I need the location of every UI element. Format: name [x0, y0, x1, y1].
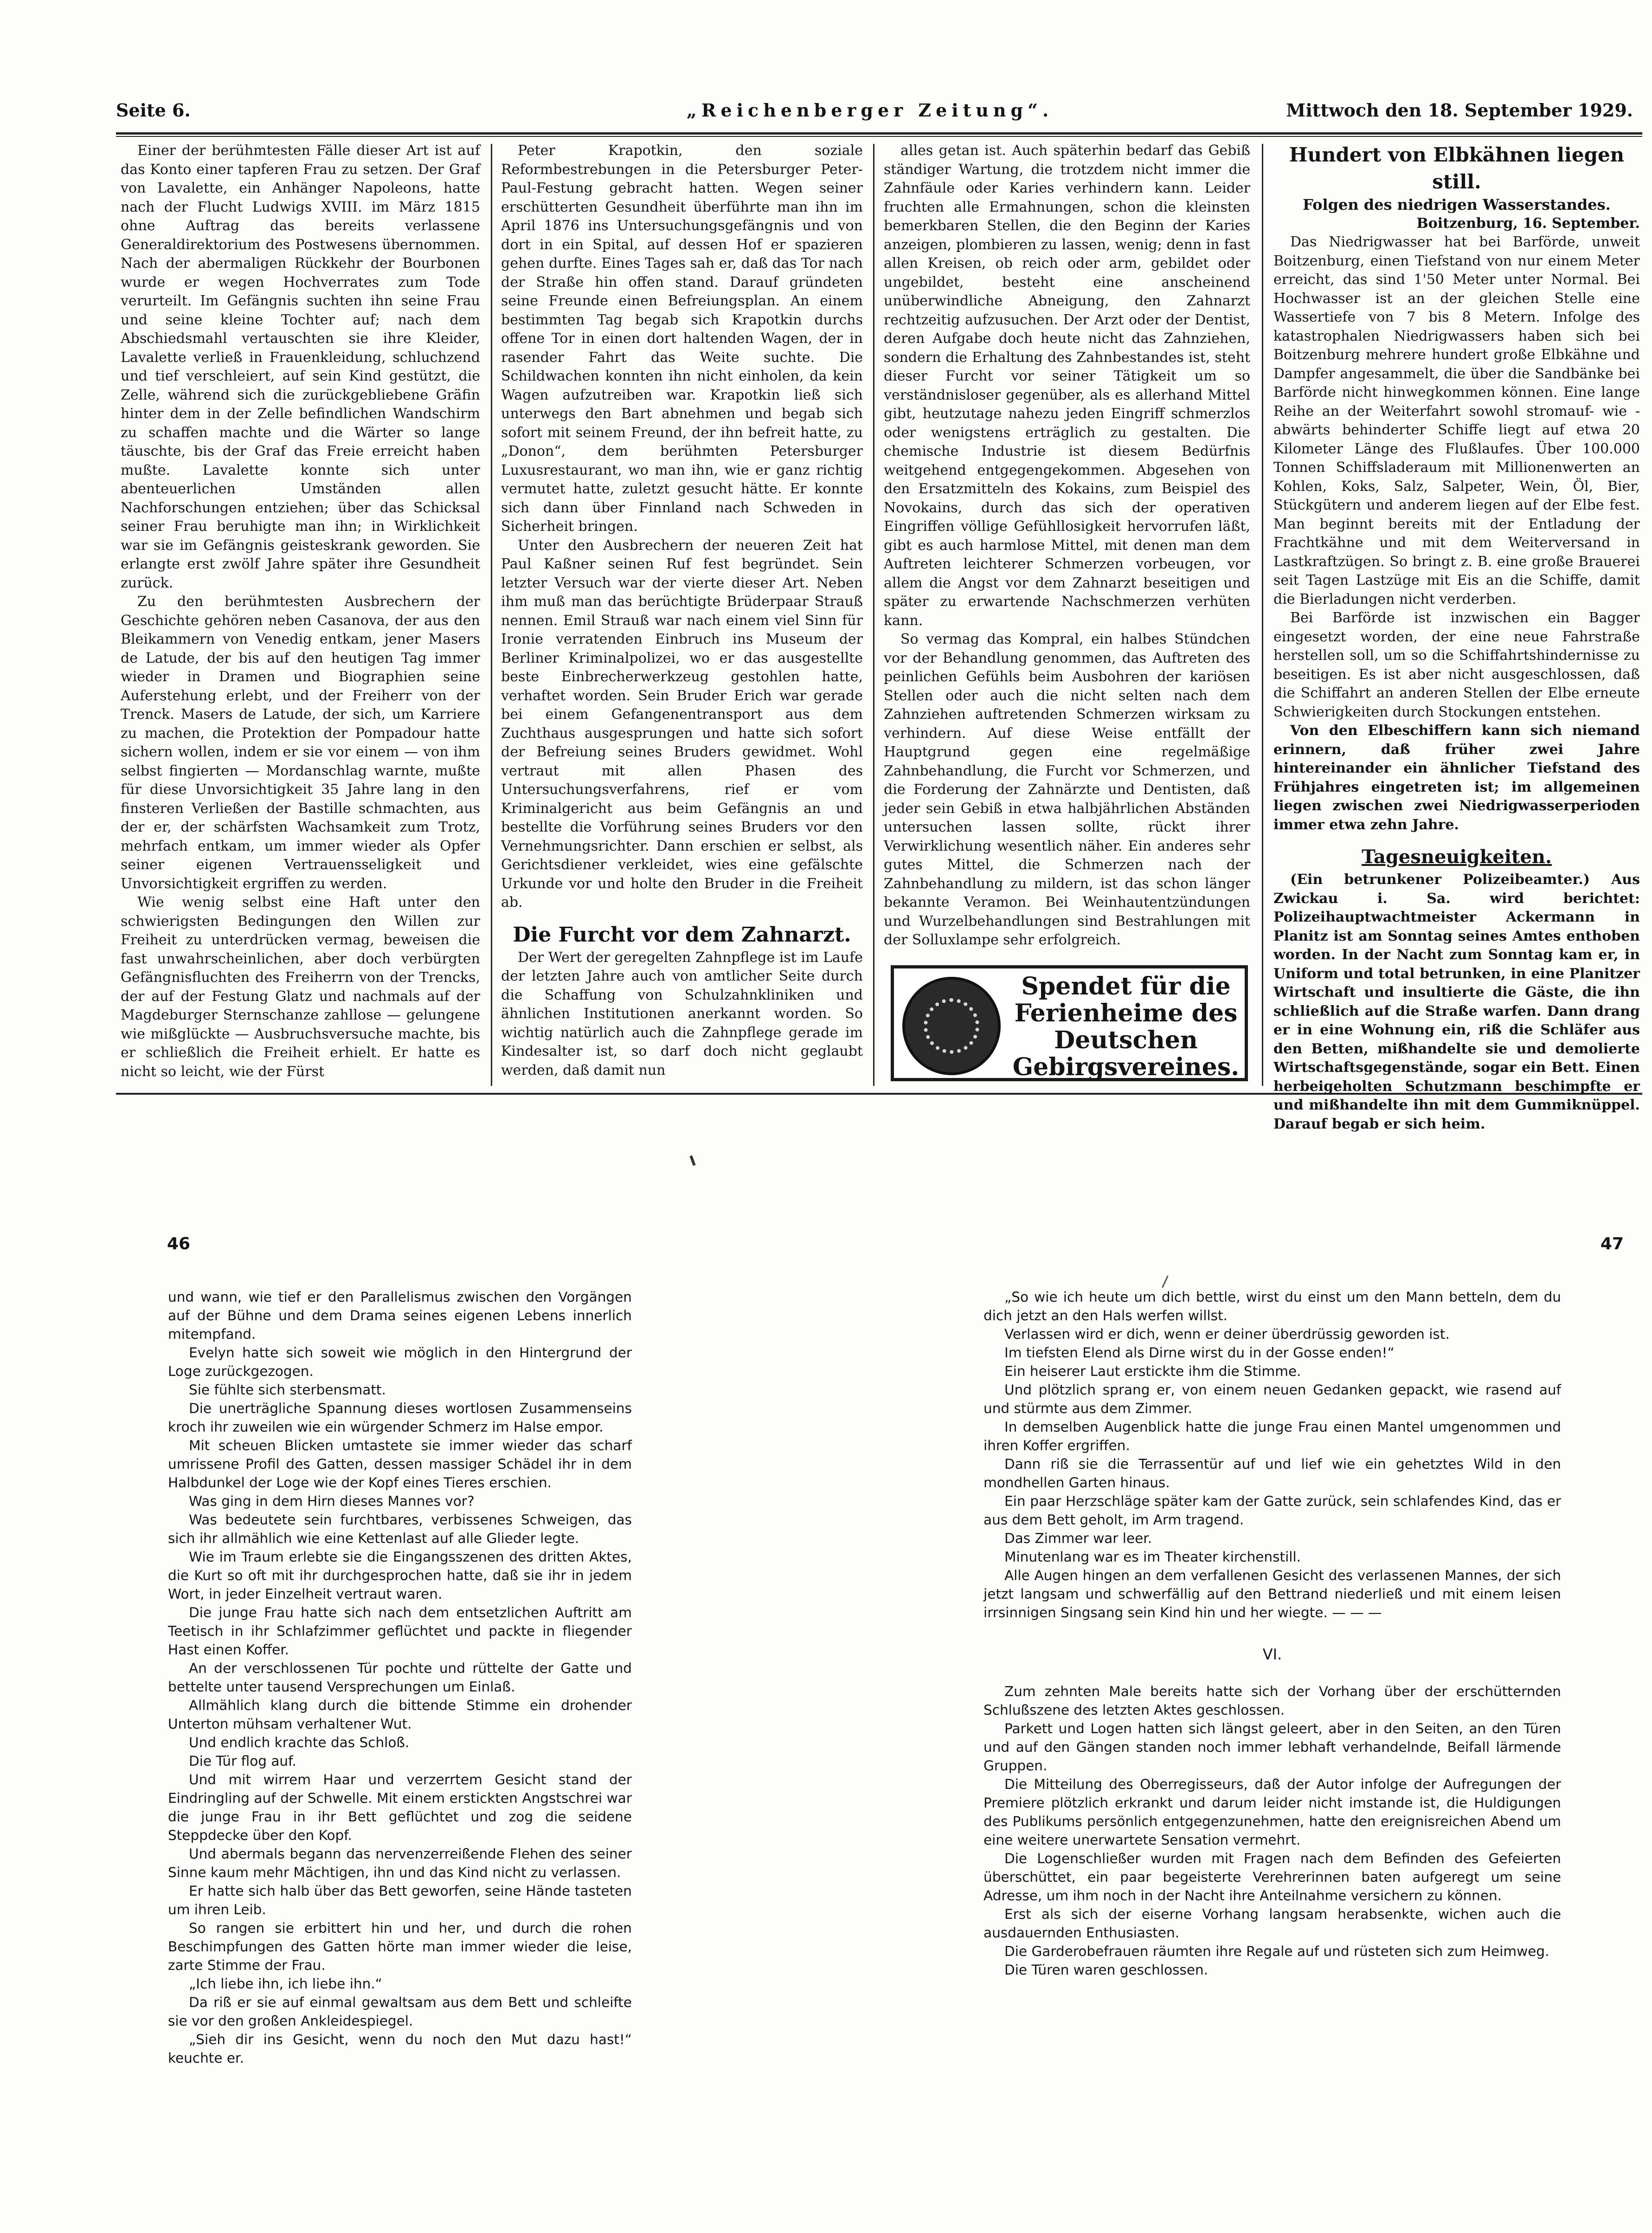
book-spread	[162, 1234, 1624, 2209]
club-seal-icon	[902, 977, 1001, 1075]
article-dateline: Boitzenburg, 16. September.	[1416, 215, 1640, 232]
article-subheadline: Folgen des niedrigen Wasserstandes.	[1303, 196, 1611, 213]
issue-date: Mittwoch den 18. September 1929.	[1286, 100, 1633, 121]
book-paragraph: An der verschlossenen Tür pochte und rüttelte der Gatte und bettelte unter tausend Versprechungen um Einlaß.	[168, 1660, 632, 1695]
page-number: Seite 6.	[116, 100, 191, 121]
book-paragraph: „Sieh dir ins Gesicht, wenn du noch den Mut dazu hast!“ keuchte er.	[168, 2032, 632, 2066]
news-item: (Ein betrunkener Polizeibeamter.) Aus Zwickau i. Sa. wird berichtet: Polizeihauptwachtmeister Ackermann in Planitz ist am Sonntag seines Amtes enthoben worden. In der Nacht zum Sonntag kam er, in Uniform und total betrunken, in eine Planitzer Wirtschaft und insultierte die Gäste, die ihn schließlich auf die Straße warfen. Dann drang er in eine Wohnung ein, riß die Schläfer aus den Betten, mißhandelte sie und demolierte Wirtschaftsgegenstände, sogar ein Bett. Einen herbeigeholten Schutzmann beschimpfte er und mißhandelte ihn mit dem Gummiknüppel. Darauf begab er sich heim.	[1273, 871, 1640, 1132]
article-column-4	[1273, 142, 1640, 1134]
book-paragraph: Erst als sich der eiserne Vorhang langsam herabsenkte, wichen auch die ausdauernden Enthusiasten.	[983, 1906, 1561, 1941]
section-heading: Tagesneuigkeiten.	[1362, 846, 1552, 868]
article-paragraph: Einer der berühmtesten Fälle dieser Art ist auf das Konto einer tapferen Frau zu setzen. Der Graf von Lavalette, ein Anhänger Napoleons, hatte nach der Flucht Ludwigs XVIII. im März 1815 ohne Auftrag das bereits verlassene Generaldirektorium des Postwesens übernommen. Nach der abermaligen Rückkehr der Bourbonen wurde er wegen Hochverrates zum Tode verurteilt. Im Gefängnis suchten ihn seine Frau und seine kleine Tochter auf; nach dem Abschiedsmahl vertauschten sie ihre Kleider, Lavalette verließ in Frauenkleidung, schluchzend und tief verschleiert, auf sein Kind gestützt, die Zelle, während sich die zurückgebliebene Gräfin hinter dem in der Zelle befindlichen Wandschirm zu schaffen machte und die Wärter so lange täuschte, bis der Graf das Freie erreicht haben mußte. Lavalette konnte sich unter abenteuerlichen Umständen allen Nachforschungen entziehen; über das Schicksal seiner Frau beruhigte man ihn; in Wirklichkeit war sie im Gefängnis geisteskrank geworden. Sie erlangte erst zwölf Jahre später ihre Gesundheit zurück.	[121, 142, 480, 591]
book-paragraph: So rangen sie erbittert hin und her, und durch die rohen Beschimpfungen des Gatten hörte man immer wieder die leise, zarte Stimme der Frau.	[168, 1920, 632, 1973]
book-paragraph: und wann, wie tief er den Parallelismus zwischen den Vorgängen auf der Bühne und dem Drama seines eigenen Lebens innerlich mitempfand.	[168, 1289, 632, 1342]
article-paragraph: Zu den berühmtesten Ausbrechern der Geschichte gehören neben Casanova, der aus den Bleikammern von Venedig entkam, jener Masers de Latude, der bis auf den heutigen Tag immer wieder in Dramen und Biographien seine Auferstehung erlebt, und der Freiherr von der Trenck. Masers de Latude, der sich, um Karriere zu machen, die Protektion der Pompadour hatte sichern wollen, indem er sie vor einem — von ihm selbst fingierten — Mordanschlag warnte, mußte für diese Unvorsichtigkeit 35 Jahre lang in den finsteren Verließen der Bastille schmachten, aus der er, der schärfsten Wachsamkeit zum Trotz, mehrfach entkam, um immer wieder als Opfer seiner eigenen Vertrauensseligkeit und Unvorsichtigkeit ergriffen zu werden.	[121, 594, 480, 892]
book-paragraph: Dann riß sie die Terrassentür auf und lief wie ein gehetztes Wild in den mondhellen Garten hinaus.	[983, 1456, 1561, 1491]
book-paragraph: Allmählich klang durch die bittende Stimme ein drohender Unterton mühsam verhaltener Wut.	[168, 1697, 632, 1732]
book-paragraph: Im tiefsten Elend als Dirne wirst du in der Gosse enden!“	[1004, 1345, 1395, 1361]
book-paragraph: Parkett und Logen hatten sich längst geleert, aber in den Seiten, an den Türen und auf den Gängen standen noch immer lebhaft verhandelnde, Beifall lärmende Gruppen.	[983, 1721, 1561, 1774]
book-paragraph: Die Tür flog auf.	[189, 1753, 296, 1769]
header-rule	[116, 132, 1642, 135]
book-paragraph: Und mit wirrem Haar und verzerrtem Gesicht stand der Eindringling auf der Schwelle. Mit einem erstickten Angstschrei war die junge Frau in ihr Bett geflüchtet und zog die seidene Steppdecke über den Kopf.	[168, 1772, 632, 1843]
book-paragraph: Mit scheuen Blicken umtastete sie immer wieder das scharf umrissene Profil des Gatten, dessen massiger Schädel ihr in dem Halbdunkel der Loge wie der Kopf eines Tieres erschien.	[168, 1438, 632, 1491]
column-divider	[491, 144, 492, 1086]
book-paragraph: Die Garderobefrauen räumten ihre Regale auf und rüsteten sich zum Heimweg.	[1004, 1943, 1549, 1959]
header-rule-thin	[116, 136, 1642, 137]
book-paragraph: Wie im Traum erlebte sie die Eingangsszenen des dritten Aktes, die Kurt so oft mit ihr durchgesprochen hatte, daß sie ihr in jedem Wort, in jeder Einzelheit vertraut waren.	[168, 1549, 632, 1602]
book-paragraph: Alle Augen hingen an dem verfallenen Gesicht des verlassenen Mannes, der sich jetzt langsam und schwerfällig auf den Bettrand niederließ und mit einem leisen irrsinnigen Singsang sein Kind hin und her wiegte. — — —	[983, 1568, 1561, 1620]
book-paragraph: Und endlich krachte das Schloß.	[189, 1735, 410, 1750]
article-paragraph: Unter den Ausbrechern der neueren Zeit hat Paul Kaßner seinen Ruf fest begründet. Sein letzter Versuch war der vierte dieser Art. Neben ihm muß man das berüchtigte Brüderpaar Strauß nennen. Emil Strauß war nach einem viel Sinn für Ironie verratenden Einbruch ins Museum der Berliner Kriminalpolizei, wo er das ausgestellte beste Einbrecherwerkzeug gestohlen hatte, verhaftet worden. Sein Bruder Erich war gerade bei einem Gefangenentransport aus dem Zuchthaus ausgesprungen und hatte sich sofort der Befreiung seines Bruders gewidmet. Wohl vertraut mit allen Phasen des Untersuchungsverfahrens, rief er vom Kriminalgericht aus beim Gefängnis an und bestellte die Vorführung seines Bruders vor den Vernehmungsrichter. Dann erschien er selbst, als Gerichtsdiener verkleidet, wies eine gefälschte Urkunde vor und holte den Bruder in die Freiheit ab.	[501, 537, 863, 910]
book-paragraph: Zum zehnten Male bereits hatte sich der Vorhang über der erschütternden Schlußszene des letzten Aktes geschlossen.	[983, 1684, 1561, 1718]
right-page-text	[983, 1288, 1561, 1979]
article-paragraph: Der Wert der geregelten Zahnpflege ist im Laufe der letzten Jahre auch von amtlicher Seite durch die Schaffung von Schulzahnkliniken und ähnlichen Institutionen anerkannt worden. So wichtig natürlich auch die Zahnpflege gerade im Kindesalter ist, so darf doch nicht geglaubt werden, daß damit nun	[501, 949, 863, 1078]
book-paragraph: Und abermals begann das nervenzerreißende Flehen des seiner Sinne kaum mehr Mächtigen, ihn und das Kind nicht zu verlassen.	[168, 1846, 632, 1880]
article-paragraph: Von den Elbeschiffern kann sich niemand erinnern, daß früher zwei Jahre hintereinander ein ähnlicher Tiefstand des Frühjahres eingetreten ist; im allgemeinen liegen zwischen zwei Niedrigwasserperioden immer etwa zehn Jahre.	[1273, 723, 1640, 833]
scan-mark	[1162, 1276, 1169, 1288]
article-paragraph: Peter Krapotkin, den soziale Reformbestrebungen in die Petersburger Peter-Paul-Festung gebracht hatten. Wegen seiner erschütterten Gesundheit überführte man ihn im April 1876 ins Untersuchungsgefängnis und von dort in ein Spital, auf dessen Hof er spazieren gehen durfte. Eines Tages sah er, daß das Tor nach der Straße hin offen stand. Darauf gründeten seine Freunde einen Befreiungsplan. An einem bestimmten Tag begab sich Krapotkin durchs offene Tor in einen dort haltenden Wagen, der in rasender Fahrt das Weite suchte. Die Schildwachen konnten ihn nicht einholen, da kein Wagen aufzutreiben war. Krapotkin ließ sich unterwegs den Bart abnehmen und begab sich sofort mit seinem Freund, der ihn befreit hatte, zu „Donon“, dem berühmten Petersburger Luxusrestaurant, wo man ihn, wie er ganz richtig vermutet hatte, zuletzt gesucht hätte. Er konnte sich dann über Finnland nach Schweden in Sicherheit bringen.	[501, 142, 863, 535]
article-paragraph: Wie wenig selbst eine Haft unter den schwierigsten Bedingungen den Willen zur Freiheit zu unterdrücken vermag, beweisen die fast unwahrscheinlichen, aber doch verbürgten Gefängnisfluchten des Freiherrn von der Trencks, der auf der Festung Glatz und nachmals auf der Magdeburger Sternschanze zahllose — gelungene wie mißglückte — Ausbruchsversuche machte, bis er schließlich die Freiheit erhielt. Er hatte es nicht so leicht, wie der Fürst	[121, 894, 480, 1080]
book-paragraph: „Ich liebe ihn, ich liebe ihn.“	[189, 1976, 382, 1992]
book-paragraph: Minutenlang war es im Theater kirchenstill.	[1004, 1549, 1301, 1565]
article-paragraph: Bei Barförde ist inzwischen ein Bagger eingesetzt worden, der eine neue Fahrstraße herstellen soll, um so die Schiffahrtshindernisse zu beseitigen. Es ist aber nicht ausgeschlossen, daß die Schiffahrt an anderen Stellen der Elbe erneute Schwierigkeiten durch Stockungen entstehen.	[1273, 610, 1640, 720]
article-paragraph: Das Niedrigwasser hat bei Barförde, unweit Boitzenburg, einen Tiefstand von nur einem Meter erreicht, das sind 1'50 Meter unter Normal. Bei Hochwasser ist an der gleichen Stelle eine Wassertiefe von 7 bis 8 Metern. Infolge des katastrophalen Niedrigwassers haben sich bei Boitzenburg mehrere hundert große Elbkähne und Dampfer angesammelt, die über die Sandbänke bei Barförde nicht hinwegkommen können. Eine lange Reihe an der Weiterfahrt sowohl stromauf- wie -abwärts behinderter Schiffe liegt auf etwa 20 Kilometer Länge des Flußlaufes. Über 100.000 Tonnen Schiffsladeraum mit Millionenwerten an Kohlen, Koks, Salz, Salpeter, Wein, Öl, Bier, Stückgütern und anderem liegen auf der Elbe fest. Man beginnt bereits mit der Entladung der Frachtkähne und mit dem Weiterversand in Lastkraftzügen. So bringt z. B. eine große Brauerei seit Tagen Lastzüge mit Eis an die Schiffe, damit die Bierladungen nicht verderben.	[1273, 234, 1640, 607]
article-column-3	[884, 142, 1250, 950]
article-paragraph: alles getan ist. Auch späterhin bedarf das Gebiß ständiger Wartung, die trotzdem nicht immer die Zahnfäule oder Karies verhindern kann. Leider fruchten alle Ermahnungen, schon die kleinsten bemerkbaren Stellen, die den Beginn der Karies anzeigen, plombieren zu lassen, wenig; denn in fast allen Kreisen, ob reich oder arm, gebildet oder ungebildet, besteht eine anscheinend unüberwindliche Abneigung, den Zahnarzt rechtzeitig aufzusuchen. Der Arzt oder der Dentist, deren Aufgabe doch heute nicht das Zahnziehen, sondern die Erhaltung des Zahnbestandes ist, steht dieser Furcht vor seiner Tätigkeit um so verständnisloser gegenüber, als es allerhand Mittel gibt, heutzutage nahezu jeden Eingriff schmerzlos oder wenigstens erträglich zu gestalten. Die chemische Industrie ist diesem Bedürfnis weitgehend entgegengekommen. Abgesehen von den Ersatzmitteln des Kokains, zum Beispiel des Novokains, durch das sich der operativen Eingriffen völlige Gefühllosigkeit hervorrufen läßt, gibt es auch harmlose Mittel, mit denen man dem Auftreten leichterer Schmerzen vorbeugen, vor allem die Angst vor dem Zahnarzt beseitigen und später zu erwartende Nachschmerzen verhüten kann.	[884, 142, 1250, 629]
book-paragraph: Das Zimmer war leer.	[1004, 1530, 1152, 1546]
advertisement-text: Spendet für die Ferienheime des Deutschen Gebirgsvereines.	[1012, 972, 1240, 1081]
newspaper-header	[116, 100, 1642, 128]
column-divider	[1262, 144, 1263, 1086]
book-paragraph: „So wie ich heute um dich bettle, wirst du einst um den Mann betteln, dem du dich jetzt an den Hals werfen willst.	[983, 1289, 1561, 1323]
book-paragraph: Ein paar Herzschläge später kam der Gatte zurück, sein schlafendes Kind, das er aus dem Bett geholt, im Arm tragend.	[983, 1493, 1561, 1528]
masthead: „Reichenberger Zeitung“.	[687, 100, 1054, 121]
book-paragraph: Und plötzlich sprang er, von einem neuen Gedanken gepackt, wie rasend auf und stürmte aus dem Zimmer.	[983, 1382, 1561, 1416]
book-paragraph: Evelyn hatte sich soweit wie möglich in den Hintergrund der Loge zurückgezogen.	[168, 1345, 632, 1379]
book-paragraph: Die Logenschließer wurden mit Fragen nach dem Befinden des Gefeierten überschüttet, ein paar begeisterte Verehrerinnen baten aufgeregt um seine Adresse, um ihm noch in der Nacht ihre Anteilnahme versichern zu können.	[983, 1851, 1561, 1904]
book-paragraph: Ein heiserer Laut erstickte ihm die Stimme.	[1004, 1363, 1301, 1379]
right-page-number: 47	[1600, 1234, 1624, 1253]
left-page-number: 46	[167, 1234, 191, 1253]
article-headline: Hundert von Elbkähnen liegen still.	[1289, 143, 1625, 193]
article-column-1	[121, 142, 480, 1081]
book-paragraph: Die junge Frau hatte sich nach dem entsetzlichen Auftritt am Teetisch in ihr Schlafzimmer geflüchtet und packte in fliegender Hast einen Koffer.	[168, 1605, 632, 1658]
left-page-text	[168, 1288, 632, 2067]
advertisement-box	[891, 965, 1248, 1081]
article-paragraph: So vermag das Kompral, ein halbes Stündchen vor der Behandlung genommen, das Auftreten des peinlichen Gefühls beim Ausbohren der kariösen Stellen oder auch die nicht selten nach dem Zahnziehen auftretenden Schmerzen wirksam zu verhindern. Auf diese Weise entfällt der Hauptgrund gegen eine regelmäßige Zahnbehandlung, die Furcht vor Schmerzen, und die Forderung der Zahnärzte und Dentisten, daß jeder sein Gebiß in etwa halbjährlichen Abständen untersuchen lassen sollte, rückt ihrer Verwirklichung wesentlich näher. Ein anderes sehr gutes Mittel, die Schmerzen nach der Zahnbehandlung zu mildern, ist das schon länger bekannte Veramon. Bei Weinhautentzündungen und Wurzelbehandlungen sind Bestrahlungen mit der Solluxlampe sehr erfolgreich.	[884, 631, 1250, 948]
book-paragraph: Sie fühlte sich sterbensmatt.	[189, 1382, 386, 1398]
book-paragraph: Verlassen wird er dich, wenn er deiner überdrüssig geworden ist.	[1004, 1326, 1450, 1342]
article-headline: Die Furcht vor dem Zahnarzt.	[513, 923, 851, 947]
book-paragraph: In demselben Augenblick hatte die junge Frau einen Mantel umgenommen und ihren Koffer ergriffen.	[983, 1419, 1561, 1453]
chapter-number: VI.	[1262, 1646, 1282, 1663]
book-paragraph: Die unerträgliche Spannung dieses wortlosen Zusammenseins kroch ihr zuweilen wie ein würgender Schmerz im Halse empor.	[168, 1400, 632, 1435]
book-paragraph: Die Mitteilung des Oberregisseurs, daß der Autor infolge der Aufregungen der Premiere plötzlich erkrankt und darum leider nicht imstande ist, die Huldigungen des Publikums persönlich entgegenzunehmen, hatte den ereignisreichen Abend um eine weitere unerwartete Sensation vermehrt.	[983, 1776, 1561, 1848]
book-paragraph: Was bedeutete sein furchtbares, verbissenes Schweigen, das sich ihr allmählich wie eine Kettenlast auf alle Glieder legte.	[168, 1512, 632, 1546]
book-paragraph: Die Türen waren geschlossen.	[1004, 1962, 1208, 1978]
column-divider	[873, 144, 874, 1086]
newspaper-page	[116, 79, 1642, 1132]
article-column-2	[501, 142, 863, 1080]
book-paragraph: Was ging in dem Hirn dieses Mannes vor?	[189, 1493, 475, 1509]
book-paragraph: Er hatte sich halb über das Bett geworfen, seine Hände tasteten um ihren Leib.	[168, 1883, 632, 1917]
book-paragraph: Da riß er sie auf einmal gewaltsam aus dem Bett und schleifte sie vor den großen Ankleidespiegel.	[168, 1994, 632, 2029]
